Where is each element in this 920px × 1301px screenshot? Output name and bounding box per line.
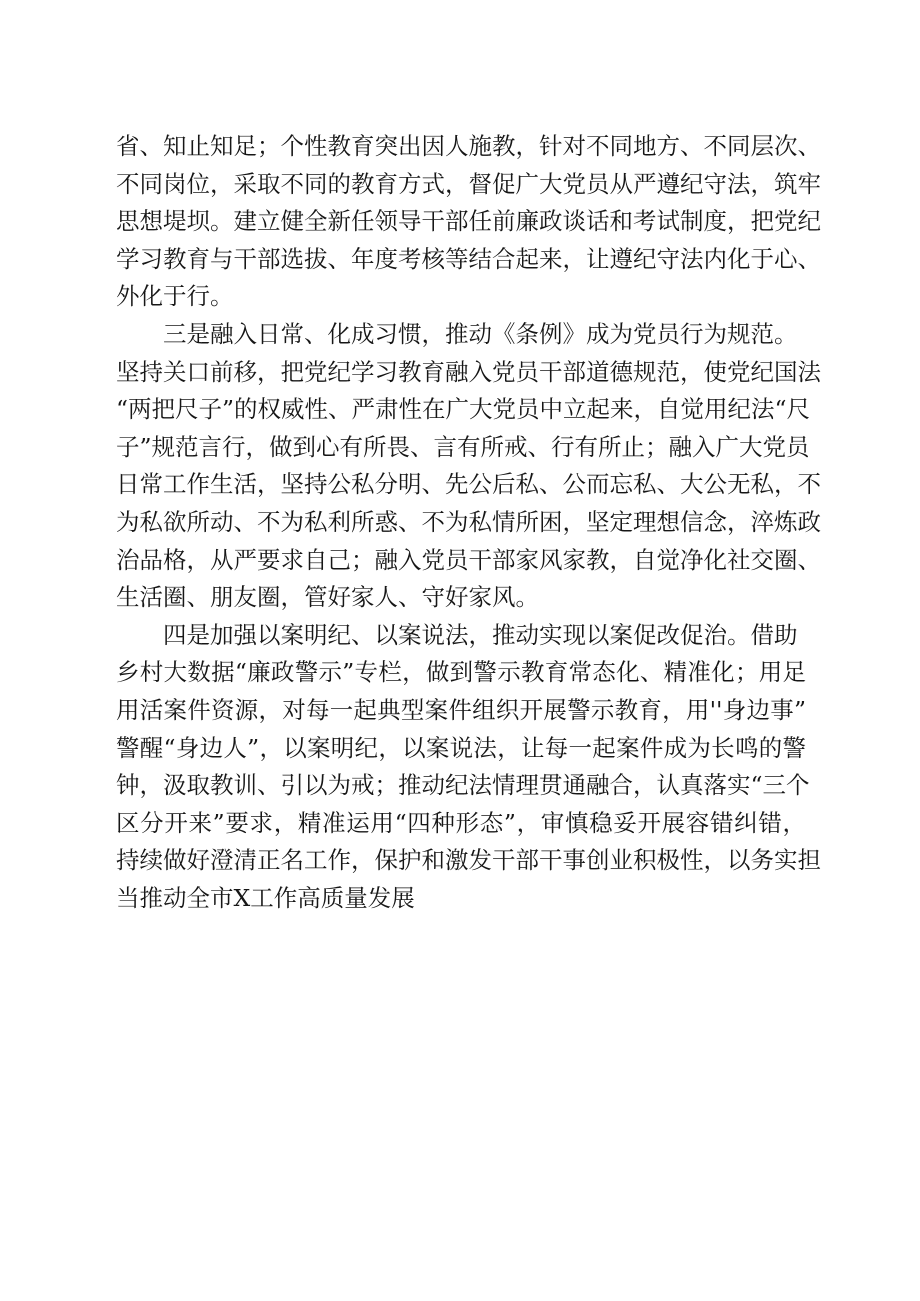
- paragraph-three: [116, 316, 821, 617]
- text-line: 外化于行。: [116, 282, 234, 311]
- text-line: 坚持关口前移，把党纪学习教育融入党员干部道德规范，使党纪国法: [116, 357, 821, 386]
- paragraph-continuation: [116, 128, 821, 316]
- text-line: 日常工作生活，坚持公私分明、先公后私、公而忘私、大公无私，不: [116, 470, 821, 499]
- paragraph-four: [116, 617, 821, 918]
- text-line: 当推动全市X工作高质量发展: [116, 883, 415, 912]
- text-line: 区分开来”要求，精准运用“四种形态”，审慎稳妥开展容错纠错，: [116, 808, 806, 837]
- paragraph-heading-line: 三是融入日常、化成习惯，推动《条例》成为党员行为规范。: [163, 319, 798, 348]
- text-line: “两把尺子”的权威性、严肃性在广大党员中立起来，自觉用纪法“尺: [116, 395, 811, 424]
- text-line: 子”规范言行，做到心有所畏、言有所戒、行有所止；融入广大党员: [116, 432, 810, 461]
- text-line: 生活圈、朋友圈，管好家人、守好家风。: [116, 583, 539, 612]
- text-line: 思想堤坝。建立健全新任领导干部任前廉政谈话和考试制度，把党纪: [116, 207, 821, 236]
- text-line: 持续做好澄清正名工作，保护和激发干部干事创业积极性，以务实担: [116, 846, 821, 875]
- text-line: 为私欲所动、不为私利所惑、不为私情所困，坚定理想信念，淬炼政: [116, 507, 821, 536]
- text-line: 警醒“身边人”，以案明纪，以案说法，让每一起案件成为长鸣的警: [116, 733, 806, 762]
- text-line: 学习教育与干部选拔、年度考核等结合起来，让遵纪守法内化于心、: [116, 244, 821, 273]
- text-line: 乡村大数据“廉政警示”专栏，做到警示教育常态化、精准化；用足: [116, 658, 806, 687]
- text-line: 省、知止知足；个性教育突出因人施教，针对不同地方、不同层次、: [116, 132, 821, 160]
- text-line: 钟，汲取教训、引以为戒；推动纪法情理贯通融合，认真落实“三个: [116, 771, 810, 800]
- paragraph-heading-line: 四是加强以案明纪、以案说法，推动实现以案促改促治。借助: [163, 620, 798, 649]
- document-body: [116, 128, 821, 917]
- text-line: 治品格，从严要求自己；融入党员干部家风家教，自觉净化社交圈、: [116, 545, 821, 574]
- text-line: 用活案件资源，对每一起典型案件组织开展警示教育，用''身边事”: [116, 695, 806, 724]
- text-line: 不同岗位，采取不同的教育方式，督促广大党员从严遵纪守法，筑牢: [116, 169, 821, 198]
